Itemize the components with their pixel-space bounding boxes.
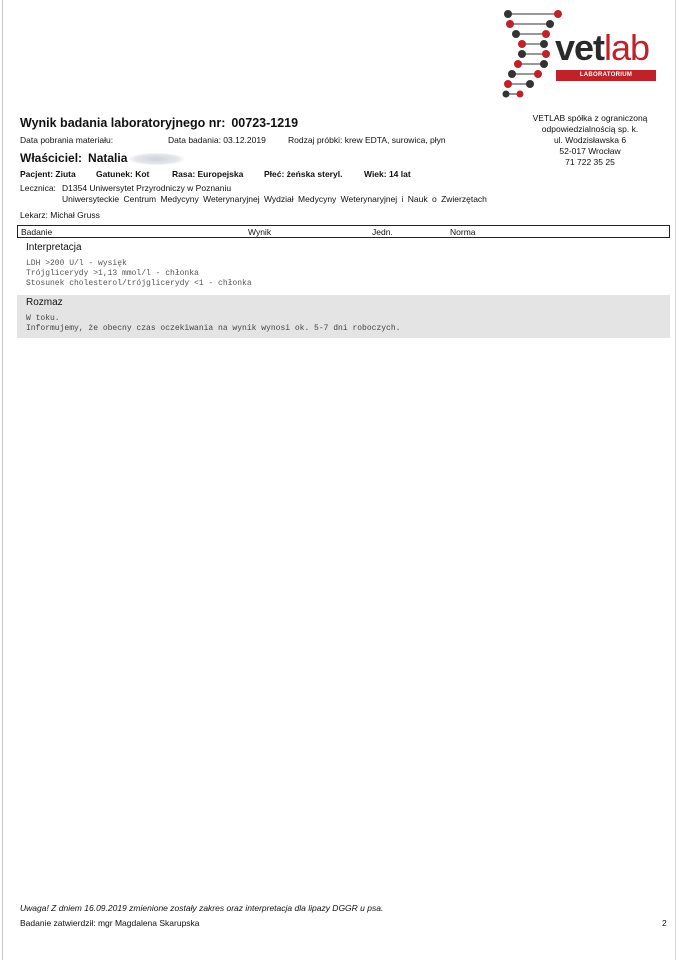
patient-species: Gatunek: Kot xyxy=(96,169,150,179)
interpretation-title: Interpretacja xyxy=(26,242,82,253)
brand-lab: lab xyxy=(604,27,650,68)
clinic-label: Lecznica: xyxy=(20,183,56,193)
sample-type: Rodzaj próbki: krew EDTA, surowica, płyn xyxy=(288,135,446,145)
interpretation-line: Stosunek cholesterol/trójglicerydy <1 - chłonka xyxy=(26,279,252,288)
owner-label: Właściciel: xyxy=(20,151,83,165)
patient-sex: Płeć: żeńska steryl. xyxy=(264,169,343,179)
interpretation-line: Trójglicerydy >1,13 mmol/l - chłonka xyxy=(26,269,199,278)
company-line: 71 722 35 25 xyxy=(565,157,615,167)
company-line: 52-017 Wrocław xyxy=(559,146,621,156)
redacted-surname-blur xyxy=(129,153,184,165)
test-date: Data badania: 03.12.2019 xyxy=(168,135,266,145)
clinic-line-2: Uniwersyteckie Centrum Medycyny Weterynaryjnej Wydział Medycyny Weterynaryjnej i Nauk o Zwierzętach xyxy=(62,194,487,204)
interpretation-line: LDH >200 U/l - wysięk xyxy=(26,259,127,268)
page-number: 2 xyxy=(662,918,667,928)
owner-name: Natalia xyxy=(88,151,128,165)
brand-tagline: LABORATORIUM WETERYNARYJNE xyxy=(556,70,656,81)
col-norm: Norma xyxy=(450,227,476,237)
patient-age: Wiek: 14 lat xyxy=(364,169,411,179)
smear-line: Informujemy, że obecny czas oczekiwania na wynik wynosi ok. 5-7 dni roboczych. xyxy=(26,324,401,333)
col-test: Badanie xyxy=(21,227,53,237)
smear-line: W toku. xyxy=(26,314,60,323)
patient-breed: Rasa: Europejska xyxy=(172,169,244,179)
report-title-label: Wynik badania laboratoryjnego nr: xyxy=(20,116,226,130)
brand-wordmark xyxy=(555,27,650,68)
sampling-date-label: Data pobrania materiału: xyxy=(20,135,114,145)
col-result: Wynik xyxy=(248,227,272,237)
company-address xyxy=(500,113,679,168)
owner xyxy=(20,151,184,165)
results-table-header xyxy=(17,225,670,238)
smear-title: Rozmaz xyxy=(26,297,63,308)
company-line: VETLAB spółka z ograniczoną xyxy=(532,113,648,123)
footer-note: Uwaga! Z dniem 16.09.2019 zmienione zostały zakres oraz interpretacja dla lipazy DGGR u psa. xyxy=(20,903,384,913)
approved-by: Badanie zatwierdził: mgr Magdalena Skarupska xyxy=(20,918,200,928)
col-unit: Jedn. xyxy=(372,227,393,237)
brand-vet: vet xyxy=(555,27,605,68)
page-left-border xyxy=(2,0,3,960)
doctor: Lekarz: Michał Gruss xyxy=(20,210,100,220)
report-number: 00723-1219 xyxy=(231,116,299,130)
report-title xyxy=(20,116,298,130)
company-line: odpowiedzialnością sp. k. xyxy=(541,124,639,134)
patient-name: Pacjent: Ziuta xyxy=(20,169,76,179)
clinic-line-1: D1354 Uniwersytet Przyrodniczy w Poznaniu xyxy=(62,183,232,193)
company-line: ul. Wodzisławska 6 xyxy=(553,135,627,145)
